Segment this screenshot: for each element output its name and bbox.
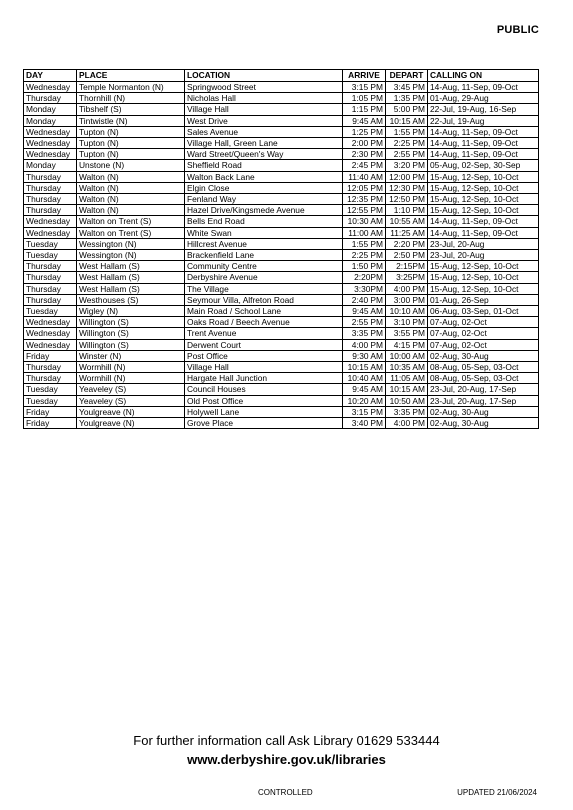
calling-on-cell: 14-Aug, 11-Sep, 09-Oct [428,82,539,93]
place-cell: Willington (S) [77,328,185,339]
table-row [24,238,539,249]
depart-cell: 5:00 PM [386,104,428,115]
calling-on-cell: 02-Aug, 30-Aug [428,350,539,361]
day-cell: Wednesday [24,317,77,328]
location-cell: Brackenfield Lane [185,250,343,261]
calling-on-cell: 15-Aug, 12-Sep, 10-Oct [428,261,539,272]
table-header-row [24,70,539,82]
location-cell: Elgin Close [185,182,343,193]
calling-on-cell: 15-Aug, 12-Sep, 10-Oct [428,205,539,216]
place-cell: Yeaveley (S) [77,395,185,406]
place-cell: Youlgreave (N) [77,418,185,429]
day-cell: Thursday [24,373,77,384]
header-depart: DEPART [386,70,428,82]
day-cell: Wednesday [24,227,77,238]
location-cell: Main Road / School Lane [185,306,343,317]
location-cell: Nicholas Hall [185,93,343,104]
table-row [24,418,539,429]
place-cell: West Hallam (S) [77,261,185,272]
calling-on-cell: 02-Aug, 30-Aug [428,406,539,417]
depart-cell: 11:05 AM [386,373,428,384]
depart-cell: 4:00 PM [386,283,428,294]
location-cell: Oaks Road / Beech Avenue [185,317,343,328]
day-cell: Tuesday [24,395,77,406]
place-cell: Wessington (N) [77,250,185,261]
header-place: PLACE [77,70,185,82]
depart-cell: 11:25 AM [386,227,428,238]
day-cell: Thursday [24,261,77,272]
depart-cell: 2:50 PM [386,250,428,261]
header-arrive: ARRIVE [343,70,386,82]
table-row [24,93,539,104]
updated-date: UPDATED 21/06/2024 [457,788,537,797]
table-row [24,406,539,417]
depart-cell: 3:55 PM [386,328,428,339]
day-cell: Wednesday [24,138,77,149]
day-cell: Thursday [24,171,77,182]
mobile-library-schedule-table [23,69,539,429]
table-row [24,250,539,261]
arrive-cell: 2:55 PM [343,317,386,328]
place-cell: Yeaveley (S) [77,384,185,395]
depart-cell: 12:30 PM [386,182,428,193]
place-cell: Willington (S) [77,317,185,328]
table-row [24,306,539,317]
depart-cell: 3:45 PM [386,82,428,93]
place-cell: Tintwistle (N) [77,115,185,126]
footer-contact-info: For further information call Ask Library 01629 533444 [133,733,440,748]
day-cell: Tuesday [24,384,77,395]
depart-cell: 3:10 PM [386,317,428,328]
place-cell: Tupton (N) [77,126,185,137]
day-cell: Wednesday [24,339,77,350]
day-cell: Friday [24,406,77,417]
calling-on-cell: 14-Aug, 11-Sep, 09-Oct [428,227,539,238]
table-row [24,339,539,350]
depart-cell: 4:00 PM [386,418,428,429]
location-cell: Sales Avenue [185,126,343,137]
arrive-cell: 3:30PM [343,283,386,294]
depart-cell: 10:55 AM [386,216,428,227]
depart-cell: 1:35 PM [386,93,428,104]
table-row [24,205,539,216]
calling-on-cell: 07-Aug, 02-Oct [428,328,539,339]
location-cell: The Village [185,283,343,294]
day-cell: Wednesday [24,149,77,160]
depart-cell: 10:50 AM [386,395,428,406]
depart-cell: 10:10 AM [386,306,428,317]
calling-on-cell: 23-Jul, 20-Aug, 17-Sep [428,384,539,395]
arrive-cell: 12:35 PM [343,194,386,205]
location-cell: Springwood Street [185,82,343,93]
place-cell: Wormhill (N) [77,373,185,384]
depart-cell: 2:25 PM [386,138,428,149]
controlled-marking: CONTROLLED [258,788,313,797]
depart-cell: 3:20 PM [386,160,428,171]
table-row [24,227,539,238]
table-row [24,104,539,115]
table-row [24,317,539,328]
day-cell: Thursday [24,294,77,305]
day-cell: Wednesday [24,126,77,137]
table-row [24,160,539,171]
depart-cell: 3:25PM [386,272,428,283]
calling-on-cell: 08-Aug, 05-Sep, 03-Oct [428,362,539,373]
table-row [24,261,539,272]
place-cell: Youlgreave (N) [77,406,185,417]
arrive-cell: 9:45 AM [343,384,386,395]
day-cell: Monday [24,104,77,115]
calling-on-cell: 01-Aug, 29-Aug [428,93,539,104]
location-cell: Hargate Hall Junction [185,373,343,384]
arrive-cell: 2:20PM [343,272,386,283]
calling-on-cell: 07-Aug, 02-Oct [428,317,539,328]
location-cell: West Drive [185,115,343,126]
table-row [24,194,539,205]
arrive-cell: 9:45 AM [343,306,386,317]
table-row [24,384,539,395]
table-row [24,350,539,361]
place-cell: West Hallam (S) [77,283,185,294]
calling-on-cell: 02-Aug, 30-Aug [428,418,539,429]
day-cell: Thursday [24,182,77,193]
depart-cell: 10:15 AM [386,384,428,395]
location-cell: Derbyshire Avenue [185,272,343,283]
place-cell: Temple Normanton (N) [77,82,185,93]
depart-cell: 3:35 PM [386,406,428,417]
day-cell: Wednesday [24,216,77,227]
arrive-cell: 2:45 PM [343,160,386,171]
depart-cell: 10:15 AM [386,115,428,126]
day-cell: Tuesday [24,306,77,317]
table-row [24,216,539,227]
footer-website-link[interactable]: www.derbyshire.gov.uk/libraries [187,752,386,767]
table-row [24,126,539,137]
place-cell: Wigley (N) [77,306,185,317]
day-cell: Thursday [24,362,77,373]
arrive-cell: 2:30 PM [343,149,386,160]
location-cell: Grove Place [185,418,343,429]
place-cell: Walton (N) [77,194,185,205]
arrive-cell: 2:25 PM [343,250,386,261]
calling-on-cell: 01-Aug, 26-Sep [428,294,539,305]
arrive-cell: 1:25 PM [343,126,386,137]
location-cell: Walton Back Lane [185,171,343,182]
table-row [24,294,539,305]
day-cell: Monday [24,115,77,126]
table-row [24,182,539,193]
arrive-cell: 12:05 PM [343,182,386,193]
calling-on-cell: 23-Jul, 20-Aug, 17-Sep [428,395,539,406]
place-cell: Willington (S) [77,339,185,350]
place-cell: Wormhill (N) [77,362,185,373]
day-cell: Thursday [24,272,77,283]
day-cell: Thursday [24,194,77,205]
place-cell: Walton on Trent (S) [77,227,185,238]
place-cell: Unstone (N) [77,160,185,171]
calling-on-cell: 05-Aug, 02-Sep, 30-Sep [428,160,539,171]
place-cell: Winster (N) [77,350,185,361]
location-cell: Bells End Road [185,216,343,227]
day-cell: Monday [24,160,77,171]
calling-on-cell: 22-Jul, 19-Aug [428,115,539,126]
calling-on-cell: 14-Aug, 11-Sep, 09-Oct [428,216,539,227]
day-cell: Thursday [24,205,77,216]
place-cell: Tupton (N) [77,138,185,149]
location-cell: Village Hall [185,362,343,373]
day-cell: Thursday [24,283,77,294]
day-cell: Tuesday [24,238,77,249]
calling-on-cell: 06-Aug, 03-Sep, 01-Oct [428,306,539,317]
table-row [24,395,539,406]
calling-on-cell: 15-Aug, 12-Sep, 10-Oct [428,171,539,182]
day-cell: Friday [24,350,77,361]
depart-cell: 1:10 PM [386,205,428,216]
day-cell: Wednesday [24,328,77,339]
location-cell: Hillcrest Avenue [185,238,343,249]
table-row [24,283,539,294]
calling-on-cell: 15-Aug, 12-Sep, 10-Oct [428,194,539,205]
table-row [24,272,539,283]
arrive-cell: 4:00 PM [343,339,386,350]
arrive-cell: 10:15 AM [343,362,386,373]
place-cell: West Hallam (S) [77,272,185,283]
place-cell: Westhouses (S) [77,294,185,305]
location-cell: Derwent Court [185,339,343,350]
location-cell: Village Hall, Green Lane [185,138,343,149]
calling-on-cell: 15-Aug, 12-Sep, 10-Oct [428,182,539,193]
table-row [24,138,539,149]
header-location: LOCATION [185,70,343,82]
location-cell: Trent Avenue [185,328,343,339]
place-cell: Tibshelf (S) [77,104,185,115]
calling-on-cell: 23-Jul, 20-Aug [428,238,539,249]
arrive-cell: 3:40 PM [343,418,386,429]
classification-marking: PUBLIC [496,24,539,36]
table-row [24,149,539,160]
arrive-cell: 3:35 PM [343,328,386,339]
header-calling-on: CALLING ON [428,70,539,82]
location-cell: Village Hall [185,104,343,115]
location-cell: Hazel Drive/Kingsmede Avenue [185,205,343,216]
table-row [24,82,539,93]
arrive-cell: 1:50 PM [343,261,386,272]
calling-on-cell: 23-Jul, 20-Aug [428,250,539,261]
depart-cell: 2:55 PM [386,149,428,160]
place-cell: Walton (N) [77,205,185,216]
arrive-cell: 10:20 AM [343,395,386,406]
place-cell: Thornhill (N) [77,93,185,104]
day-cell: Thursday [24,93,77,104]
place-cell: Walton (N) [77,171,185,182]
calling-on-cell: 15-Aug, 12-Sep, 10-Oct [428,283,539,294]
calling-on-cell: 15-Aug, 12-Sep, 10-Oct [428,272,539,283]
depart-cell: 3:00 PM [386,294,428,305]
table-row [24,115,539,126]
calling-on-cell: 14-Aug, 11-Sep, 09-Oct [428,138,539,149]
calling-on-cell: 22-Jul, 19-Aug, 16-Sep [428,104,539,115]
place-cell: Walton (N) [77,182,185,193]
location-cell: White Swan [185,227,343,238]
depart-cell: 1:55 PM [386,126,428,137]
location-cell: Ward Street/Queen's Way [185,149,343,160]
calling-on-cell: 14-Aug, 11-Sep, 09-Oct [428,126,539,137]
depart-cell: 2:20 PM [386,238,428,249]
day-cell: Tuesday [24,250,77,261]
place-cell: Wessington (N) [77,238,185,249]
location-cell: Seymour Villa, Alfreton Road [185,294,343,305]
depart-cell: 12:00 PM [386,171,428,182]
depart-cell: 10:00 AM [386,350,428,361]
arrive-cell: 1:15 PM [343,104,386,115]
day-cell: Friday [24,418,77,429]
table-row [24,373,539,384]
location-cell: Sheffield Road [185,160,343,171]
depart-cell: 4:15 PM [386,339,428,350]
header-day: DAY [24,70,77,82]
table-body [24,82,539,429]
location-cell: Old Post Office [185,395,343,406]
location-cell: Holywell Lane [185,406,343,417]
location-cell: Council Houses [185,384,343,395]
arrive-cell: 2:00 PM [343,138,386,149]
arrive-cell: 11:00 AM [343,227,386,238]
location-cell: Post Office [185,350,343,361]
arrive-cell: 1:55 PM [343,238,386,249]
location-cell: Fenland Way [185,194,343,205]
depart-cell: 10:35 AM [386,362,428,373]
place-cell: Walton on Trent (S) [77,216,185,227]
depart-cell: 2:15PM [386,261,428,272]
table-row [24,362,539,373]
location-cell: Community Centre [185,261,343,272]
arrive-cell: 9:45 AM [343,115,386,126]
table-row [24,171,539,182]
table-row [24,328,539,339]
place-cell: Tupton (N) [77,149,185,160]
arrive-cell: 1:05 PM [343,93,386,104]
calling-on-cell: 07-Aug, 02-Oct [428,339,539,350]
arrive-cell: 10:40 AM [343,373,386,384]
arrive-cell: 10:30 AM [343,216,386,227]
calling-on-cell: 14-Aug, 11-Sep, 09-Oct [428,149,539,160]
arrive-cell: 9:30 AM [343,350,386,361]
day-cell: Wednesday [24,82,77,93]
arrive-cell: 11:40 AM [343,171,386,182]
calling-on-cell: 08-Aug, 05-Sep, 03-Oct [428,373,539,384]
arrive-cell: 3:15 PM [343,82,386,93]
arrive-cell: 3:15 PM [343,406,386,417]
arrive-cell: 12:55 PM [343,205,386,216]
depart-cell: 12:50 PM [386,194,428,205]
arrive-cell: 2:40 PM [343,294,386,305]
